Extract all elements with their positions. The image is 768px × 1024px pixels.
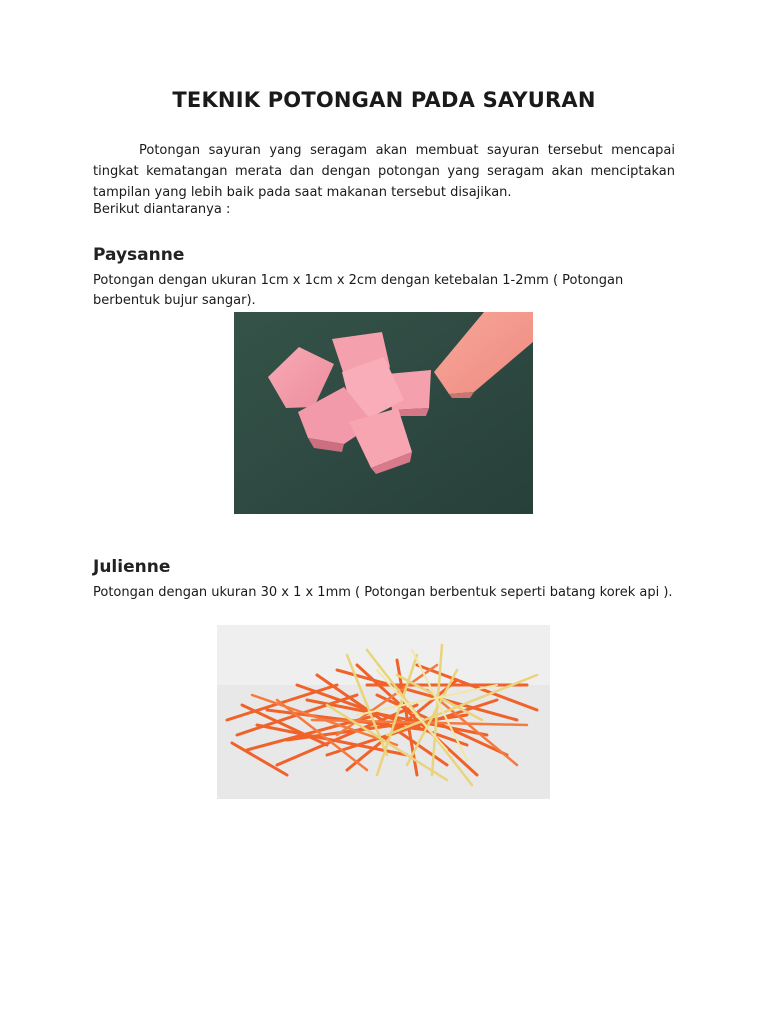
intro-paragraph: [93, 140, 675, 203]
julienne-photo: [217, 625, 550, 799]
list-intro: Berikut diantaranya :: [93, 202, 231, 217]
section-description-paysanne: Potongan dengan ukuran 1cm x 1cm x 2cm dengan ketebalan 1-2mm ( Potongan berbentuk bujur sangar).: [93, 273, 624, 308]
paysanne-photo: [234, 312, 533, 514]
section-description-julienne: Potongan dengan ukuran 30 x 1 x 1mm ( Potongan berbentuk seperti batang korek api ).: [93, 585, 673, 600]
section-heading-julienne: Julienne: [93, 557, 171, 577]
section-heading-paysanne: Paysanne: [93, 245, 185, 265]
intro-text: Potongan sayuran yang seragam akan membuat sayuran tersebut mencapai tingkat kematangan merata dan dengan potongan yang seragam akan menciptakan tampilan yang lebih baik pada saat makanan tersebut disajikan.: [93, 143, 675, 200]
page-title: TEKNIK POTONGAN PADA SAYURAN: [172, 88, 596, 112]
